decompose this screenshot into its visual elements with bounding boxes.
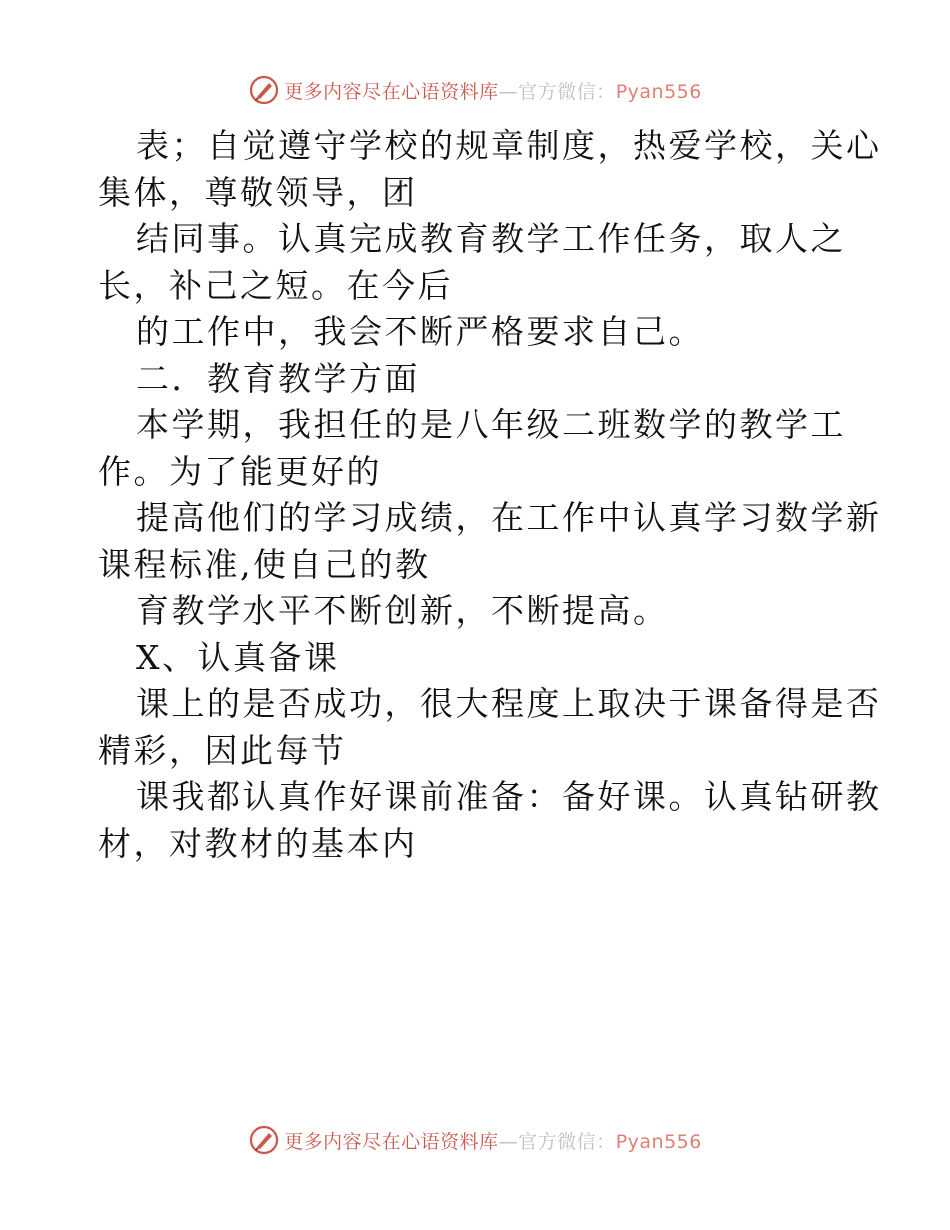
paragraph-line: 课我都认真作好课前准备：备好课。认真钻研教 (136, 777, 882, 816)
document-body (98, 123, 882, 867)
paragraph-line: 的工作中，我会不断严格要求自己。 (136, 312, 704, 351)
paragraph-line: 提高他们的学习成绩，在工作中认真学习数学新 (136, 498, 882, 537)
paragraph-line: 课程标准,使自己的教 (98, 544, 431, 584)
footer-watermark (0, 1120, 950, 1160)
watermark-label: 官方微信： (518, 80, 616, 103)
watermark-label: 官方微信： (518, 1130, 616, 1153)
paragraph-line: 材，对教材的基本内 (98, 823, 418, 863)
paragraph-line: 课上的是否成功，很大程度上取决于课备得是否 (136, 684, 882, 723)
paragraph-line: 作。为了能更好的 (98, 451, 382, 491)
paragraph-line: 二．教育教学方面 (136, 358, 420, 398)
paragraph-line: 本学期，我担任的是八年级二班数学的教学工 (136, 405, 846, 444)
quill-pen-icon (248, 74, 280, 106)
watermark-main-text: 更多内容尽在心语资料库 (284, 80, 499, 103)
paragraph-line: 长，补己之短。在今后 (98, 265, 453, 305)
watermark-main-text: 更多内容尽在心语资料库 (284, 1130, 499, 1153)
quill-pen-icon (248, 1124, 280, 1156)
paragraph-line: 结同事。认真完成教育教学工作任务，取人之 (136, 219, 846, 258)
paragraph-line: X、认真备课 (136, 637, 340, 677)
watermark-separator: — (498, 1130, 519, 1153)
paragraph-line: 育教学水平不断创新，不断提高。 (136, 591, 669, 630)
paragraph-line: 表；自觉遵守学校的规章制度，热爱学校，关心 (136, 126, 882, 165)
watermark-separator: — (498, 80, 519, 103)
paragraph-line: 集体，尊敬领导，团 (98, 172, 418, 212)
watermark-wechat-id: Pyan556 (615, 1130, 702, 1153)
paragraph-line: 精彩，因此每节 (98, 730, 347, 770)
header-watermark (0, 70, 950, 110)
watermark-wechat-id: Pyan556 (615, 80, 702, 103)
